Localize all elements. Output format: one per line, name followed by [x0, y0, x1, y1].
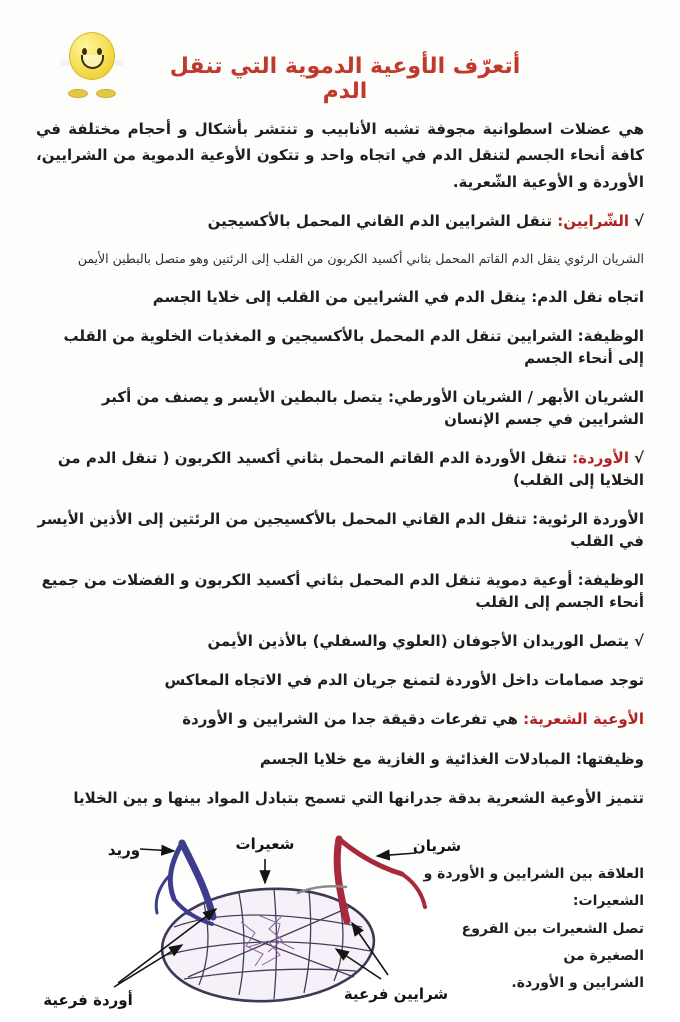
artery-label: شريان	[412, 837, 462, 856]
checkmark: √	[633, 631, 644, 650]
line-lead: الأوعية الشعرية:	[523, 710, 644, 729]
line-text: الوظيفة: الشرايين تنقل الدم المحمل بالأكسيجين و المغذيات الخلوية من القلب إلى أنحاء الجسم	[63, 326, 644, 367]
line-text: يتصل الوريدان الأجوفان (العلوي والسفلي) بالأذين الأيمن	[207, 631, 629, 650]
branch-veins-label: أوردة فرعية	[43, 991, 133, 1010]
line-text: توجد صمامات داخل الأوردة لتمنع جريان الدم في الاتجاه المعاكس	[164, 671, 644, 690]
vein-label: وريد	[107, 841, 141, 860]
line-text: الشريان الرئوي ينقل الدم القاتم المحمل بثاني أكسيد الكربون من القلب إلى الرئتين وهو متصل بالبطين الأيمن	[77, 251, 644, 266]
line-text: الوظيفة: أوعية دموية تنقل الدم المحمل بثاني أكسيد الكربون و الفضلات من جميع أنحاء الجسم إلى القلب	[41, 570, 644, 611]
header	[36, 14, 644, 116]
text-line	[36, 631, 644, 653]
checkmark: √	[633, 448, 644, 467]
text-line	[36, 570, 644, 614]
line-text: اتجاه نقل الدم: ينقل الدم في الشرايين من القلب إلى خلايا الجسم	[152, 287, 644, 306]
line-text: تنقل الأوردة الدم القاتم المحمل بثاني أكسيد الكربون ( تنقل الدم من الخلايا إلى القلب)	[57, 448, 644, 489]
page-title: أتعرّف الأوعية الدموية التي تنقل الدم	[169, 54, 521, 104]
text-line	[36, 250, 644, 268]
blood-vessel-diagram	[36, 827, 644, 1022]
branch-arteries-label: شرايين فرعية	[343, 985, 449, 1004]
line-text: تنقل الشرايين الدم القاني المحمل بالأكسيجين	[207, 211, 558, 230]
text-line	[36, 749, 644, 771]
line-text: الأوردة الرئوية: تنقل الدم القاني المحمل بالأكسيجين من الرئتين إلى الأذين الأيسر في القلب	[37, 509, 644, 550]
smiley-face-icon	[64, 32, 120, 98]
line-lead: الأوردة:	[572, 448, 629, 467]
text-line	[36, 448, 644, 492]
text-line	[36, 387, 644, 431]
line-lead: الشّرايين:	[557, 211, 629, 230]
intro-paragraph: هي عضلات اسطوانية مجوفة تشبه الأنابيب و تنتشر بأشكال و أحجام مختلفة في كافة أنحاء الجسم لتنقل الدم في اتجاه واحد و تتكون الأوعية الدموية من الشرايين، الأوردة و الأوعية الشّعرية.	[36, 120, 644, 191]
line-text: وظيفتها: المبادلات الغذائية و الغازية مع خلايا الجسم	[259, 749, 644, 768]
caption-line: الشرايين و الأوردة.	[511, 975, 644, 992]
checkmark: √	[633, 211, 644, 230]
caption-line: العلاقة بين الشرايين و الأوردة و الشعيرات:	[423, 866, 644, 910]
line-text: هي تفرعات دقيقة جدا من الشرايين و الأوردة	[182, 710, 524, 729]
line-text: تتميز الأوعية الشعرية بدقة جدرانها التي تسمح بتبادل المواد بينها و بين الخلايا	[73, 788, 644, 807]
text-line	[36, 287, 644, 309]
text-line	[36, 211, 644, 233]
line-text: الشريان الأبهر / الشريان الأورطي: يتصل بالبطين الأيسر و يصنف من أكبر الشرايين في جسم الإنسان	[101, 387, 644, 428]
caption-line: تصل الشعيرات بين الفروع الصغيرة من	[461, 920, 644, 965]
text-line	[36, 326, 644, 370]
text-line	[36, 788, 644, 810]
capillary-network-figure	[36, 827, 462, 1022]
text-line	[36, 509, 644, 553]
text-line	[36, 670, 644, 692]
capillaries-label: شعيرات	[235, 835, 295, 854]
diagram-caption	[412, 861, 644, 997]
text-line	[36, 709, 644, 731]
